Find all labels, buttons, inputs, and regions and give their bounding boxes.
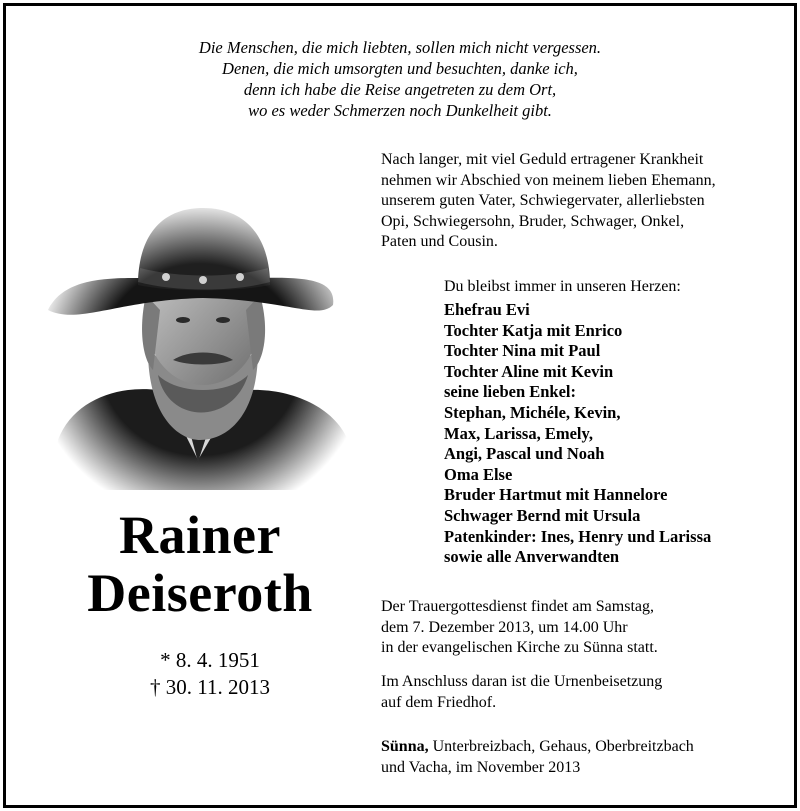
intro-line: unserem guten Vater, Schwiegervater, allerliebsten	[381, 192, 705, 209]
burial-line: Im Anschluss daran ist die Urnenbeisetzung	[381, 673, 663, 690]
poem-line: Die Menschen, die mich liebten, sollen mich nicht vergessen.	[198, 38, 602, 57]
intro-line: Paten und Cousin.	[381, 233, 498, 250]
mourner-line: Tochter Katja mit Enrico	[444, 320, 623, 340]
mourner-line: Schwager Bernd mit Ursula	[444, 505, 641, 525]
mourner-line: seine lieben Enkel:	[444, 382, 577, 402]
town-name: Sünna,	[381, 738, 429, 755]
poem	[150, 37, 650, 121]
poem-line: denn ich habe die Reise angetreten zu dem Ort,	[243, 80, 557, 99]
mourners-list	[444, 300, 711, 568]
service-line: Der Trauergottesdienst findet am Samstag,	[381, 598, 654, 615]
mourner-line: Tochter Aline mit Kevin	[444, 361, 614, 381]
life-dates	[100, 647, 320, 701]
intro-line: nehmen wir Abschied von meinem lieben Ehemann,	[381, 171, 716, 189]
death-date: † 30. 11. 2013	[150, 675, 270, 699]
mourner-line: Stephan, Michéle, Kevin,	[444, 402, 621, 422]
portrait-photo	[48, 200, 353, 490]
mourner-line: Angi, Pascal und Noah	[444, 444, 605, 464]
place-rest: Unterbreizbach, Gehaus, Oberbreitzbach	[428, 738, 694, 755]
deceased-name	[20, 506, 380, 622]
place-line	[381, 737, 694, 758]
service-line: in der evangelischen Kirche zu Sünna statt.	[381, 639, 658, 656]
intro-line: Opi, Schwiegersohn, Bruder, Schwager, Onkel,	[381, 212, 685, 230]
mourner-line: Ehefrau Evi	[444, 300, 530, 319]
mourner-line: sowie alle Anverwandten	[444, 547, 620, 567]
poem-line: Denen, die mich umsorgten und besuchten, danke ich,	[222, 59, 578, 78]
burial-line: auf dem Friedhof.	[381, 693, 497, 711]
poem-line: wo es weder Schmerzen noch Dunkelheit gibt.	[248, 101, 552, 120]
mourner-line: Max, Larissa, Emely,	[444, 423, 593, 443]
mourner-line: Tochter Nina mit Paul	[444, 341, 601, 361]
mourner-line: Patenkinder: Ines, Henry und Larissa	[444, 526, 712, 546]
last-name: Deiseroth	[87, 563, 313, 623]
heart-line: Du bleibst immer in unseren Herzen:	[444, 278, 681, 295]
birth-date: * 8. 4. 1951	[160, 648, 260, 672]
service-info	[381, 597, 658, 659]
mourner-line: Bruder Hartmut mit Hannelore	[444, 485, 668, 505]
service-line: dem 7. Dezember 2013, um 14.00 Uhr	[381, 618, 628, 636]
intro-line: Nach langer, mit viel Geduld ertragener Krankheit	[381, 151, 704, 168]
intro-text	[381, 150, 781, 253]
first-name: Rainer	[119, 505, 281, 565]
burial-info	[381, 672, 662, 713]
mourner-line: Oma Else	[444, 464, 513, 484]
place-line: und Vacha, im November 2013	[381, 758, 581, 776]
place-and-date	[381, 737, 694, 778]
